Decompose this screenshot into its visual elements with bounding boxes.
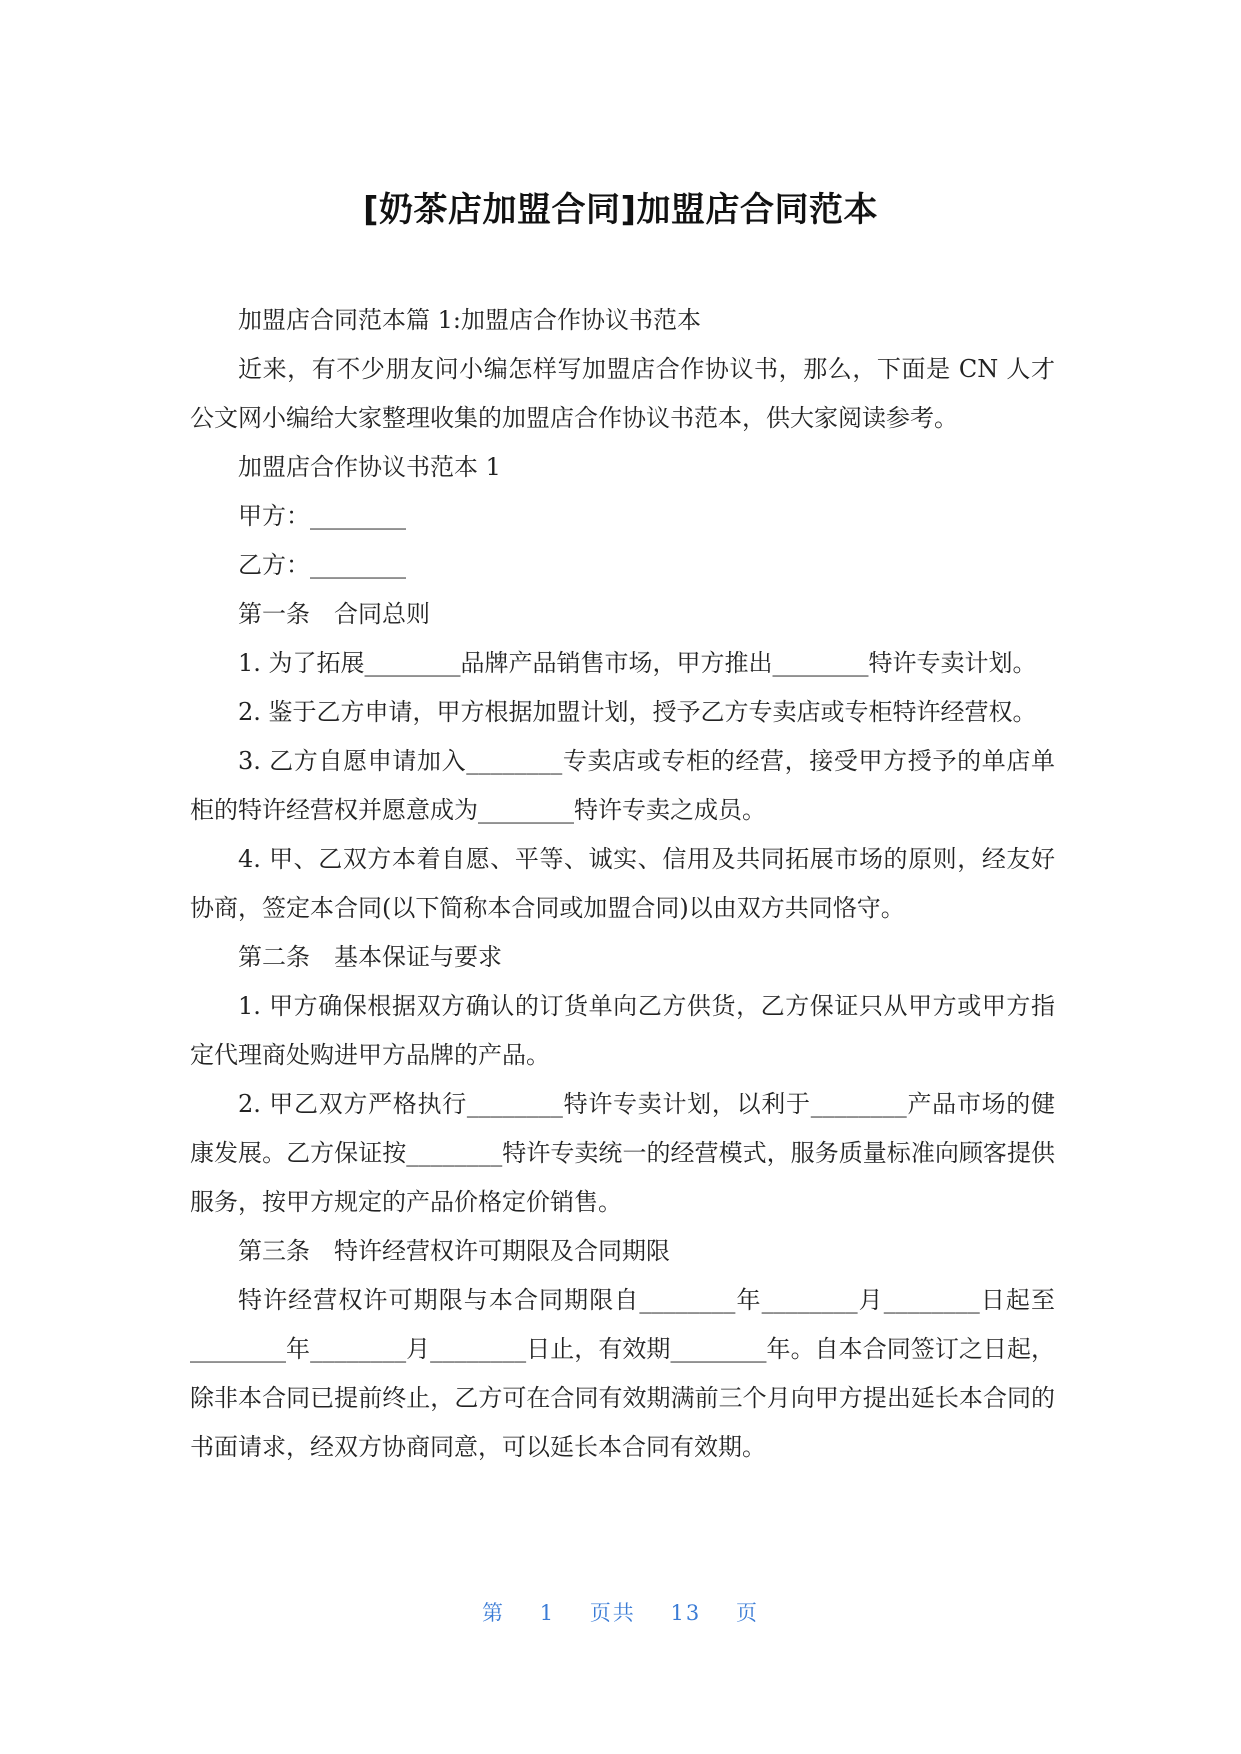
paragraph-heading: 加盟店合同范本篇 1:加盟店合作协议书范本 [238,306,701,334]
article-2-heading: 第二条 基本保证与要求 [238,943,502,971]
paragraph-subheading: 加盟店合作协议书范本 1 [238,453,501,481]
article-2-clause-2: 2. 甲乙双方严格执行________特许专卖计划，以利于________产品市场的健康发展。乙方保证按________特许专卖统一的经营模式，服务质量标准向顾客提供服务，按甲方规定的产品价格定价销售。 [190,1090,1055,1216]
footer-suffix: 页 [736,1601,760,1625]
article-3-body: 特许经营权许可期限与本合同期限自________年________月________日起至________年________月________日止，有效期________年。自本合同签订之日起，除非本合同已提前终止，乙方可在合同有效期满前三个月向甲方提出延长本合同的书面请求，经双方协商同意，可以延长本合同有效期。 [190,1286,1055,1461]
party-b-line: 乙方：________ [238,551,406,579]
party-a-line: 甲方：________ [238,502,406,530]
article-3-heading: 第三条 特许经营权许可期限及合同期限 [238,1237,670,1265]
article-1-clause-3: 3. 乙方自愿申请加入________专卖店或专柜的经营，接受甲方授予的单店单柜的特许经营权并愿意成为________特许专卖之成员。 [190,747,1055,824]
paragraph-intro: 近来，有不少朋友问小编怎样写加盟店合作协议书，那么，下面是 CN 人才公文网小编给大家整理收集的加盟店合作协议书范本，供大家阅读参考。 [190,355,1055,432]
document-title: [奶茶店加盟合同]加盟店合同范本 [362,190,879,230]
article-1-clause-1: 1. 为了拓展________品牌产品销售市场，甲方推出________特许专卖计划。 [238,649,1037,677]
article-2-clause-1: 1. 甲方确保根据双方确认的订货单向乙方供货，乙方保证只从甲方或甲方指定代理商处购进甲方品牌的产品。 [190,992,1055,1069]
article-1-heading: 第一条 合同总则 [238,600,430,628]
footer-current-page: 1 [539,1601,556,1625]
article-1-clause-4: 4. 甲、乙双方本着自愿、平等、诚实、信用及共同拓展市场的原则，经友好协商，签定本合同(以下简称本合同或加盟合同)以由双方共同恪守。 [190,845,1055,922]
footer-middle: 页共 [589,1601,636,1625]
footer-prefix: 第 [481,1601,505,1625]
article-1-clause-2: 2. 鉴于乙方申请，甲方根据加盟计划，授予乙方专卖店或专柜特许经营权。 [238,698,1037,726]
page-footer [0,1598,1241,1628]
footer-total-pages: 13 [670,1601,702,1625]
document-body [190,296,1055,1472]
